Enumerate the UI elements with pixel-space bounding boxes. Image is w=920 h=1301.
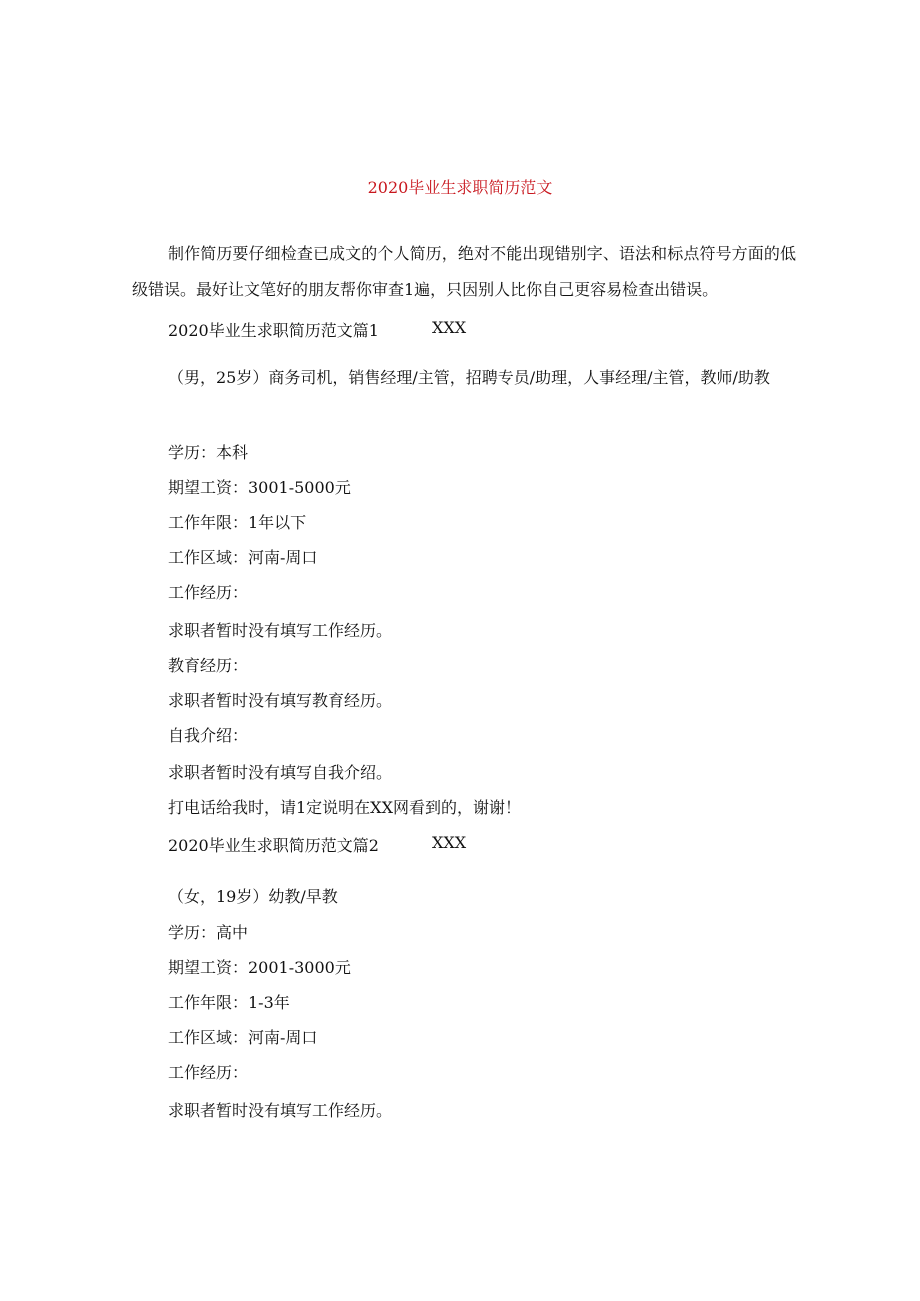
section-2-salary: 期望工资：2001-3000元 [168, 958, 351, 977]
section-2-name: XXX [432, 833, 467, 852]
section-1-contact-note: 打电话给我时，请1定说明在XX网看到的，谢谢！ [168, 798, 521, 817]
section-2-years: 工作年限：1-3年 [168, 993, 290, 1012]
section-1-work-value: 求职者暂时没有填写工作经历。 [168, 621, 393, 640]
section-1-region: 工作区域：河南-周口 [168, 548, 318, 567]
section-1-edu-label: 教育经历： [168, 656, 249, 675]
section-1-edu-value: 求职者暂时没有填写教育经历。 [168, 691, 393, 710]
document-title: 2020毕业生求职简历范文 [367, 178, 553, 197]
section-1-salary: 期望工资：3001-5000元 [168, 478, 351, 497]
section-2-summary: （女，19岁）幼教/早教 [168, 887, 338, 906]
section-2-work-label: 工作经历： [168, 1063, 249, 1082]
section-2-education: 学历：高中 [168, 923, 249, 942]
section-1-heading [168, 318, 467, 341]
section-1-years: 工作年限：1年以下 [168, 513, 307, 532]
section-2-heading [168, 833, 467, 856]
section-1-title: 2020毕业生求职简历范文篇1 [168, 321, 379, 340]
section-2-title: 2020毕业生求职简历范文篇2 [168, 836, 379, 855]
section-2-region: 工作区域：河南-周口 [168, 1028, 318, 1047]
section-1-education: 学历：本科 [168, 443, 249, 462]
section-1-intro-value: 求职者暂时没有填写自我介绍。 [168, 763, 393, 782]
section-2-work-value: 求职者暂时没有填写工作经历。 [168, 1101, 393, 1120]
section-1-name: XXX [432, 318, 467, 337]
section-1-work-label: 工作经历： [168, 583, 249, 602]
section-1-intro-label: 自我介绍： [168, 726, 249, 745]
intro-paragraph: 制作简历要仔细检查已成文的个人简历，绝对不能出现错别字、语法和标点符号方面的低级错误。最好让文笔好的朋友帮你审查1遍，只因别人比你自己更容易检查出错误。 [132, 244, 796, 299]
section-1-summary: （男，25岁）商务司机，销售经理/主管，招聘专员/助理，人事经理/主管，教师/助教 [168, 368, 770, 387]
